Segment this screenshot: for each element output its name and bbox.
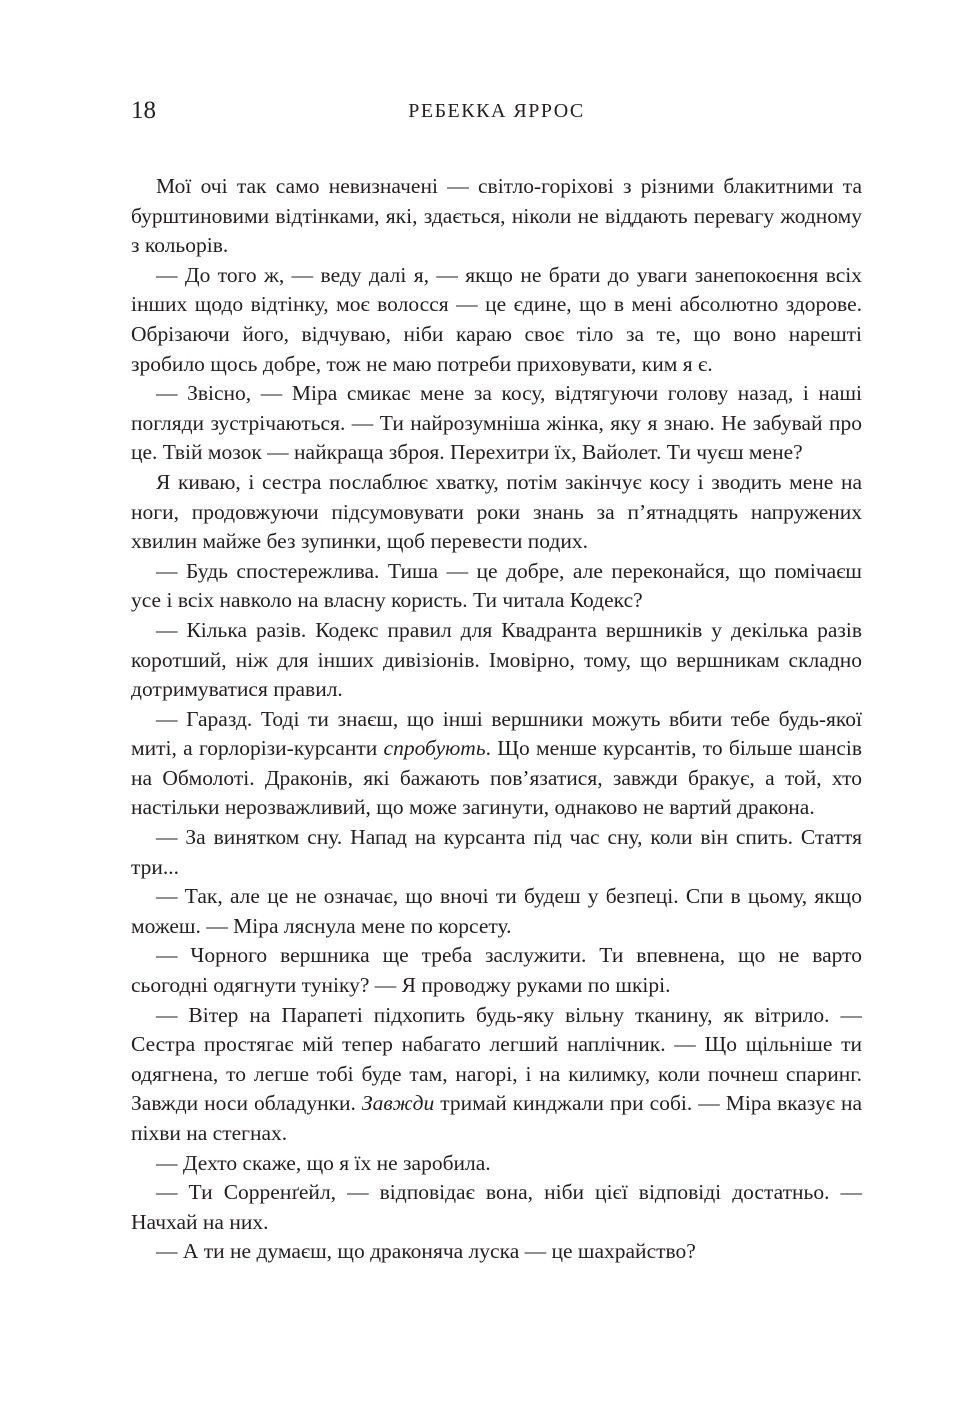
paragraph: Мої очі так само невизначені — світло-горіхові з різними блакитними та бурштиновими відтінками, які, здається, ніколи не віддають перевагу жодному з кольорів. [131,174,862,258]
paragraph-text: . Що менше курсантів, то більше шансів на Обмолоті. Драконів, які бажають пов’язатися, завжди бракує, а той, хто настільки нерозважливий, що може загинути, однаково не вартий дракона. [131,736,863,820]
paragraph: — Кілька разів. Кодекс правил для Квадранта вершників у декілька разів коротший, ніж для інших дивізіонів. Імовірно, тому, що вершникам складно дотримуватися правил. [131,617,862,702]
paragraph: — Так, але це не означає, що вночі ти будеш у безпеці. Спи в цьому, якщо можеш. — Міра ляснула мене по корсету. [131,884,862,938]
paragraph: — Будь спостережлива. Тиша — це добре, але переконайся, що помічаєш усе і всіх навколо на власну користь. Ти читала Кодекс? [131,558,862,613]
emphasis-text: Завжди [361,1091,435,1116]
paragraph-text: — Вітер на Парапеті підхопить будь-яку вільну тканину, як вітрило. — Сестра простягає мій тепер набагато легший наплічник. — Що щільніше ти одягнена, то легше тобі буде там, нагорі, і на килимку, коли почнеш спаринг. Завжди носи обладунки. [131,1002,862,1116]
paragraph: — Ти Сорренґейл, — відповідає вона, ніби цієї відповіді достатньо. — Начхай на них. [131,1180,862,1234]
paragraph-text: тримай кинджали при собі. — Міра вказує на піхви на стегнах. [131,1091,862,1145]
running-title: РЕБЕККА ЯРРОС [408,100,585,122]
paragraph [131,1001,862,1149]
paragraph-text: — Гаразд. Тоді ти знаєш, що інші вершники можуть вбити тебе будь-якої миті, а горлорізи-курсанти [131,706,862,761]
paragraph [131,705,862,823]
paragraph: — А ти не думаєш, що драконяча луска — це шахрайство? [156,1239,696,1264]
emphasis-text: спробують [383,736,486,761]
paragraph: — Дехто скаже, що я їх не заробила. [156,1150,491,1175]
paragraph: Я киваю, і сестра послаблює хватку, потім закінчує косу і зводить мене на ноги, продовжуючи підсумовувати роки знань за п’ятнадцять напружених хвилин майже без зупинки, щоб перевести подих. [131,469,862,554]
paragraph: — Звісно, — Міра смикає мене за косу, відтягуючи голову назад, і наші погляди зустрічаються. — Ти найрозумніша жінка, яку я знаю. Не забувай про це. Твій мозок — найкраща зброя. Перехитри їх, Вайолет. Ти чуєш мене? [131,381,862,465]
page-number: 18 [131,97,156,124]
paragraph: — За винятком сну. Напад на курсанта під час сну, коли він спить. Стаття три... [131,825,862,879]
page-header [131,94,862,128]
paragraph: — До того ж, — веду далі я, — якщо не брати до уваги занепокоєння всіх інших щодо відтінку, моє волосся — це єдине, що в мені абсолютно здорове. Обрізаючи його, відчуваю, ніби караю своє тіло за те, що воно нарешті зробило щось добре, тож не маю потреби приховувати, ким я є. [131,262,862,376]
paragraph: — Чорного вершника ще треба заслужити. Ти впевнена, що не варто сьогодні одягнути туніку? — Я проводжу руками по шкірі. [131,943,862,998]
body-text [131,172,862,1267]
